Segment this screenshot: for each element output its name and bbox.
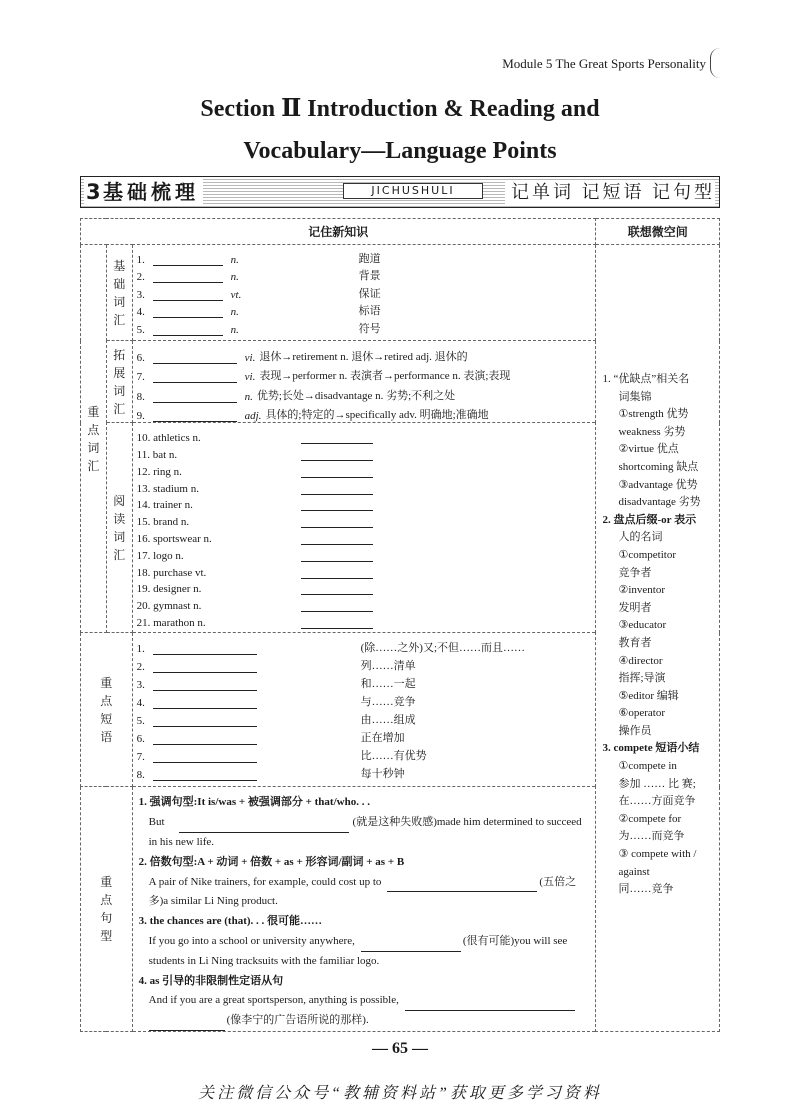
banner-pinyin: JICHUSHULI — [343, 183, 483, 199]
read-item: 18. purchase vt. — [137, 562, 596, 579]
read-item: 14. trainer n. — [137, 495, 596, 512]
page-number: — 65 — — [372, 1040, 428, 1057]
s3-title: 3. the chances are (that). . . 很可能…… — [138, 915, 323, 928]
s4-cont: (像李宁的广告语所说的那样). — [139, 1011, 592, 1031]
phrase-list — [132, 633, 596, 787]
ext-item: 7. vi. 表现→performer n. 表演者→performance n. 表演;表现 — [136, 370, 511, 384]
read-item: 16. sportswear n. — [137, 528, 596, 545]
read-item: 11. bat n. — [137, 444, 596, 461]
basic-vocab-list — [132, 245, 596, 341]
bracket-decoration — [710, 48, 720, 78]
s2-line: A pair of Nike trainers, for example, could cost up to (五倍之 — [139, 873, 592, 893]
sub-read: 阅 读 词 汇 — [106, 423, 132, 633]
module-header — [80, 52, 720, 74]
phrase-item: 1. (除……之外)又;不但……而且…… — [136, 642, 526, 656]
read-item: 19. designer n. — [137, 579, 596, 596]
basic-item: 1. n. 跑道 — [136, 252, 381, 266]
s1-line: But (就是这种失败感)made him determined to succeed — [139, 813, 592, 833]
basic-item: 5. n. 符号 — [136, 322, 381, 336]
cat-vocab: 重 点 词 汇 — [81, 245, 107, 633]
read-item: 12. ring n. — [137, 461, 596, 478]
read-item: 17. logo n. — [137, 545, 596, 562]
s4-line: And if you are a great sportsperson, anything is possible, — [139, 991, 592, 1011]
s2-title: 2. 倍数句型:A + 动词 + 倍数 + as + 形容词/副词 + as + B — [138, 855, 405, 868]
basic-item: 4. n. 标语 — [136, 305, 381, 319]
phrase-item: 6. 正在增加 — [136, 732, 405, 746]
s3-cont: students in Li Ning tracksuits with the familiar logo. — [148, 954, 380, 967]
header-side: 联想微空间 — [596, 219, 720, 245]
header-main: 记住新知识 — [81, 219, 596, 245]
ext-item: 8. n. 优势;长处→disadvantage n. 劣势;不利之处 — [136, 389, 456, 403]
banner-title: 基础梳理 — [103, 179, 203, 205]
read-item: 21. marathon n. — [137, 612, 596, 629]
cat-sentence: 重 点 句 型 — [81, 787, 133, 1032]
s3-line: If you go into a school or university anywhere, (很有可能)you will see — [139, 932, 592, 952]
extended-vocab-list — [132, 341, 596, 423]
section-title-line2: Vocabulary—Language Points — [243, 138, 557, 164]
ext-item: 9. adj. 具体的;特定的→specifically adv. 明确地;准确地 — [136, 409, 489, 423]
s4-title: 4. as 引导的非限制性定语从句 — [138, 974, 284, 987]
module-title: Module 5 The Great Sports Personality — [502, 56, 706, 71]
s1-cont: in his new life. — [148, 835, 215, 848]
section-banner — [80, 176, 720, 208]
ext-item: 6. vi. 退休→retirement n. 退休→retired adj. 退休的 — [136, 350, 468, 364]
read-item: 15. brand n. — [137, 511, 596, 528]
sub-ext: 拓 展 词 汇 — [106, 341, 132, 423]
phrase-item: 8. 每十秒钟 — [136, 768, 405, 782]
side-notes: 1. “优缺点”相关名 词集锦 ①strength 优势 weakness 劣势 ②virtue 优点 shortcoming 缺点 ③advantage 优势 disadvantage 劣势 2. 盘点后缀-or 表示 人的名词 ①competitor 竞争者 ②inventor 发明者 ③educator 教育者 ④director 指挥;导演 ⑤editor 编辑 ⑥operator 操作员 3. compete 短语小结 ①compete in 参加 …… 比 赛; 在……方面竞争 ②compete for 为……而竞争 ③ compete with / against 同……竞争 — [596, 245, 720, 1032]
sub-basic: 基 础 词 汇 — [106, 245, 132, 341]
s2-cont: 多)a similar Li Ning product. — [148, 895, 278, 908]
phrase-item: 4. 与……竞争 — [136, 696, 416, 710]
phrase-item: 7. 比……有优势 — [136, 750, 427, 764]
banner-number: 3 — [86, 180, 101, 204]
worksheet-table — [80, 218, 720, 1032]
sentence-patterns — [132, 787, 596, 1032]
read-item: 10. athletics n. — [137, 427, 596, 444]
read-item: 13. stadium n. — [137, 478, 596, 495]
read-item: 20. gymnast n. — [137, 595, 596, 612]
basic-item: 3. vt. 保证 — [136, 287, 381, 301]
banner-subtitle: 记单词 记短语 记句型 — [505, 180, 715, 204]
s1-title: 1. 强调句型:It is/was + 被强调部分 + that/who. . . — [138, 796, 370, 809]
section-title — [0, 88, 800, 172]
footer-note: 关注微信公众号“教辅资料站”获取更多学习资料 — [198, 1085, 602, 1102]
reading-vocab-list — [132, 423, 596, 633]
basic-item: 2. n. 背景 — [136, 270, 381, 284]
section-title-line1: Section Ⅱ Introduction & Reading and — [200, 96, 600, 122]
cat-phrase: 重 点 短 语 — [81, 633, 133, 787]
phrase-item: 2. 列……清单 — [136, 660, 416, 674]
phrase-item: 3. 和……一起 — [136, 678, 416, 692]
phrase-item: 5. 由……组成 — [136, 714, 416, 728]
